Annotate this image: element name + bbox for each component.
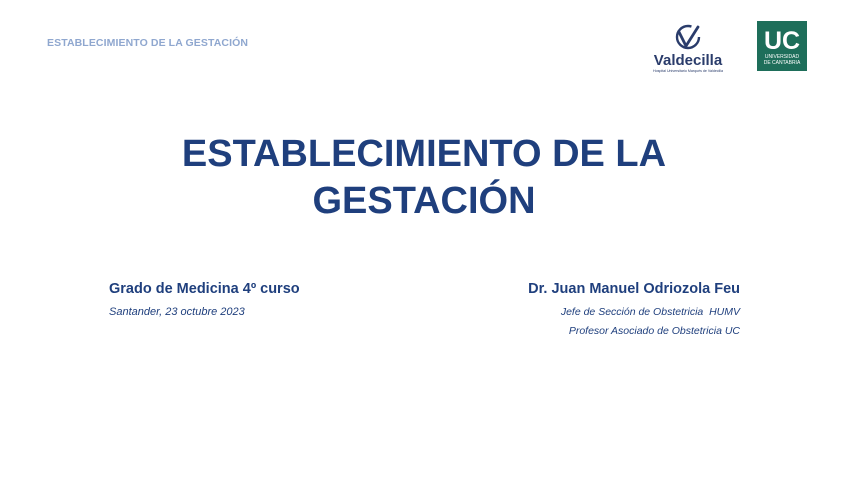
author-name: Dr. Juan Manuel Odriozola Feu xyxy=(528,281,740,297)
author-info xyxy=(528,281,740,337)
uc-logo-line2: DE CANTABRIA xyxy=(763,60,801,66)
header-section-label: ESTABLECIMIENTO DE LA GESTACIÓN xyxy=(47,37,249,49)
valdecilla-logo xyxy=(646,22,730,74)
slide-title-line1: ESTABLECIMIENTO DE LA xyxy=(181,133,667,175)
uc-logo-initials: UC xyxy=(763,27,801,55)
course-name: Grado de Medicina 4º curso xyxy=(109,281,300,297)
course-date: Santander, 23 octubre 2023 xyxy=(109,306,245,318)
slide-title-line2: GESTACIÓN xyxy=(312,180,536,222)
valdecilla-logo-subtitle: Hospital Universitario Marqués de Valdecilla xyxy=(652,69,724,73)
uc-logo-line1: UNIVERSIDAD xyxy=(764,54,800,60)
course-info xyxy=(109,281,300,318)
slide-title xyxy=(0,131,848,225)
author-role-1: Jefe de Sección de Obstetricia HUMV xyxy=(560,306,740,318)
author-role-2: Profesor Asociado de Obstetricia UC xyxy=(568,325,740,337)
valdecilla-logo-text: Valdecilla xyxy=(653,52,723,69)
uc-logo xyxy=(757,21,807,71)
